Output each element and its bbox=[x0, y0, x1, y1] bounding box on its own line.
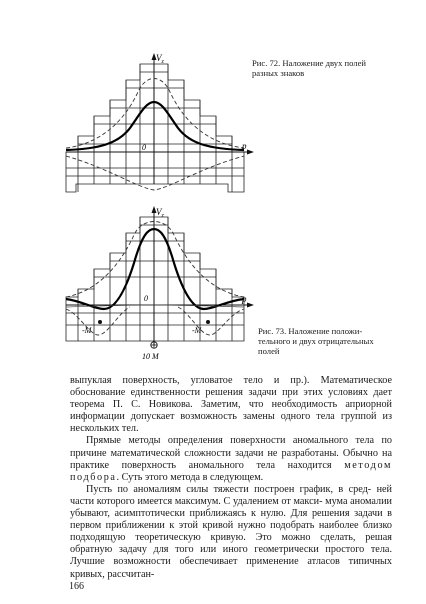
text-line: . Суть этого метода в следующем. bbox=[116, 471, 264, 483]
figure-73-grid bbox=[66, 217, 244, 341]
figure-73-y-label: $V_z$ bbox=[156, 207, 164, 219]
text-line: Прямые методы определения поверхности аномального тела bbox=[86, 435, 382, 447]
text-line: по причине математической сложности задачи не разработаны. bbox=[70, 435, 392, 459]
body-text bbox=[70, 375, 392, 581]
paragraph bbox=[70, 375, 392, 435]
figure-72-origin-label: 0 bbox=[142, 143, 146, 152]
figure-73-left-mass-icon bbox=[98, 320, 102, 324]
figure-73 bbox=[68, 205, 258, 367]
figure-72-positive-curve bbox=[66, 79, 244, 149]
figure-73-x-label: p bbox=[242, 294, 247, 304]
text-line: Пусть по аномалиям силы тяжести построен график, в сред- bbox=[86, 483, 377, 495]
figure-73-caption bbox=[258, 326, 398, 356]
figure-73-origin-label: 0 bbox=[144, 294, 148, 303]
text-line: Для решения задачи в первом приближении к этой кривой bbox=[70, 508, 392, 532]
figure-72-sum-curve bbox=[66, 102, 244, 150]
text-line: обеспечивает применение атласов типичных кривых, рассчитан- bbox=[70, 556, 392, 580]
figure-73-caption-line: тельного и двух отрицательных bbox=[258, 336, 374, 346]
text-line: Обычно на практике поверхность аномального тела находится bbox=[70, 447, 392, 471]
paragraph bbox=[70, 484, 392, 581]
figure-72-negative-curve bbox=[66, 156, 244, 190]
figure-73-x-arrow-icon bbox=[247, 303, 254, 308]
figure-72-y-label: $V_z$ bbox=[156, 53, 164, 65]
figure-73-positive-curve bbox=[66, 222, 244, 298]
figure-73-graph bbox=[68, 205, 258, 367]
text-line: тела группой из нескольких тел. bbox=[70, 411, 392, 435]
figure-72-grid bbox=[66, 64, 244, 192]
figure-73-neg-label-left: -M bbox=[82, 326, 92, 335]
text-line: дает теорема П. С. Новикова. Заметим, что необходимость bbox=[70, 387, 392, 411]
text-line: или иного геометрически простого тела. Лучшие возможности bbox=[70, 544, 392, 568]
text-line: априорной информации допускает возможность замены одного bbox=[70, 399, 392, 423]
text-line: кривую. Это можно сделать, решая обратную задачу для того bbox=[70, 532, 392, 556]
figure-72-x-arrow-icon bbox=[247, 150, 254, 155]
figure-73-negative-curve-right bbox=[178, 307, 244, 335]
figure-73-caption-line: полей bbox=[258, 346, 280, 356]
figure-72-caption-line: Рис. 72. Наложение двух полей bbox=[252, 58, 367, 68]
paragraph bbox=[70, 435, 392, 483]
figure-73-mass-label: 10 M bbox=[142, 352, 159, 361]
text-line: нужно подобрать наиболее близко подходящую теоретическую bbox=[70, 520, 392, 544]
text-line: ней части которого имеется максимум. С удалением от макси- bbox=[70, 483, 392, 507]
page-number: 166 bbox=[69, 581, 84, 592]
figure-72-caption-line: разных знаков bbox=[252, 68, 305, 78]
figure-73-caption-line: Рис. 73. Наложение положи- bbox=[258, 326, 363, 336]
figure-73-neg-label-right: -M bbox=[192, 326, 202, 335]
text-line: выпуклая поверхность, угловатое тело и пр.). Математическое bbox=[70, 375, 392, 386]
figure-72-caption bbox=[252, 58, 402, 78]
figure-72-x-label: p bbox=[242, 141, 247, 151]
text-line: обоснование единственности решения задачи при этих условиях bbox=[70, 387, 374, 399]
figure-73-negative-curve-left bbox=[66, 307, 130, 335]
text-line: мума аномалии убывают, асимптотически приближаясь к нулю. bbox=[70, 495, 392, 520]
figure-73-right-mass-icon bbox=[206, 320, 210, 324]
spaced-term: методом подбора bbox=[70, 459, 393, 483]
